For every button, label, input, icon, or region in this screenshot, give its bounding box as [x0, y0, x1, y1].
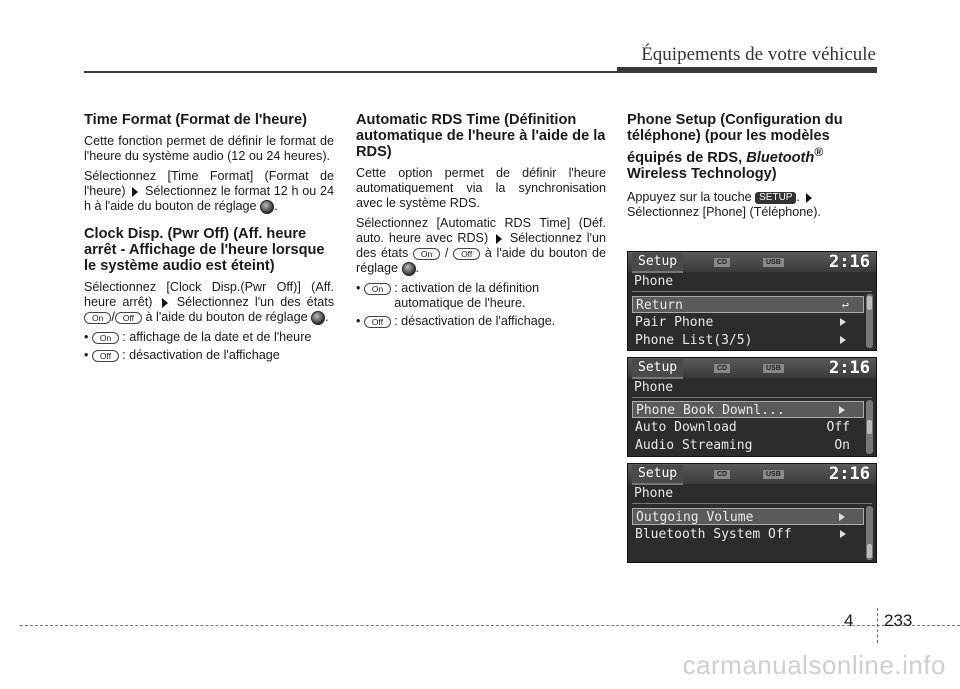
screen-divider [632, 397, 872, 398]
header-rule-accent [617, 67, 877, 73]
scrollbar-thumb [867, 544, 872, 558]
scrollbar-thumb [867, 296, 872, 310]
paragraph: Cette fonction permet de définir le format de l'heure du système audio (12 ou 24 heures). [84, 134, 334, 163]
screen-row-pair-phone [632, 314, 864, 331]
off-badge: Off [453, 248, 480, 260]
chevron-right-icon [840, 336, 846, 344]
text: Sélectionnez l'un des états [356, 231, 606, 260]
on-badge: On [92, 332, 119, 344]
text: Sélectionnez [Clock Disp.(Pwr Off)] (Aff. heure arrêt) [84, 280, 334, 309]
text: Bluetooth [746, 149, 815, 166]
watermark: carmanualsonline.info [682, 650, 946, 680]
section-title-clock-disp: Clock Disp. (Pwr Off) (Aff. heure arrêt - Affichage de l'heure lorsque le système audio est éteint) [84, 226, 325, 274]
chevron-right-icon [839, 513, 845, 521]
audio-screen-3 [627, 463, 877, 563]
page-header-title: Équipements de votre véhicule [641, 44, 876, 65]
arrow-right-icon [162, 298, 168, 308]
tune-knob-icon [311, 311, 325, 325]
footer-rule [20, 625, 960, 626]
text: : désactivation de l'affichage [122, 348, 280, 362]
row-label: Phone Book Downl... [636, 403, 785, 418]
text: Sélectionnez [Time Format] (Format de l'heure) [84, 169, 334, 198]
screen-setup-tab: Setup [632, 253, 683, 273]
on-badge: On [84, 312, 111, 324]
chevron-right-icon [840, 530, 846, 538]
on-badge: On [413, 248, 440, 260]
tune-knob-icon [260, 200, 274, 214]
screen-setup-tab: Setup [632, 359, 683, 379]
text: à l'aide du bouton de réglage [356, 246, 607, 275]
setup-key-badge: SETUP [755, 192, 796, 204]
arrow-right-icon [132, 187, 138, 197]
page-number: 233 [884, 611, 913, 630]
row-label: Phone List(3/5) [635, 333, 753, 348]
text: Sélectionnez [Phone] (Téléphone). [627, 204, 821, 219]
paragraph: Sélectionnez [Clock Disp.(Pwr Off)] (Aff. heure arrêt) Sélectionnez l'un des états On / Off à l'aide du bouton de réglage . [84, 280, 334, 324]
row-label: Outgoing Volume [636, 510, 754, 525]
paragraph: Cette option permet de définir l'heure automatiquement via la synchronisation avec le système RDS. [356, 166, 606, 210]
tune-knob-icon [402, 262, 416, 276]
screen-row-phone-list [632, 332, 864, 349]
screen-section-title: Phone [634, 274, 674, 289]
footer-divider [877, 608, 878, 643]
off-badge: Off [92, 350, 119, 362]
section-title-time-format: Time Format (Format de l'heure) [84, 112, 307, 128]
section-title-rds-time: Automatic RDS Time (Définition automatique de l'heure à l'aide de la RDS) [356, 112, 606, 160]
usb-icon: USB [763, 470, 784, 479]
registered-mark: ® [814, 145, 824, 159]
audio-screen-2 [627, 357, 877, 457]
text: Wireless Technology) [627, 165, 777, 182]
column-2 [356, 112, 606, 332]
audio-screen-1 [627, 251, 877, 351]
list-item [356, 281, 606, 311]
section-title-phone-setup [627, 112, 877, 182]
screen-clock: 2:16 [829, 358, 870, 378]
screen-row-return [632, 296, 864, 313]
bullet: • On [84, 330, 119, 345]
usb-icon: USB [763, 364, 784, 373]
paragraph: Appuyez sur la touche SETUP . Sélectionnez [Phone] (Téléphone). [627, 189, 821, 219]
cd-icon: CD [714, 258, 730, 267]
list-item [84, 330, 334, 345]
screen-clock: 2:16 [829, 464, 870, 484]
row-label: Return [636, 298, 683, 313]
text: Phone Setup (Configuration du téléphone) (pour les modèles équipés de RDS, [627, 112, 843, 166]
row-label: Audio Streaming [635, 438, 753, 453]
screen-section-title: Phone [634, 486, 674, 501]
screen-divider [632, 291, 872, 292]
text: à l'aide du bouton de réglage [145, 310, 308, 324]
chevron-right-icon [840, 318, 846, 326]
screen-row-auto-download [632, 419, 864, 436]
row-label: Auto Download [635, 420, 737, 435]
text: : désactivation de l'affichage. [394, 314, 556, 328]
usb-icon: USB [763, 258, 784, 267]
chevron-right-icon [839, 406, 845, 414]
row-label: Pair Phone [635, 315, 714, 330]
paragraph: Sélectionnez [Automatic RDS Time] (Déf. auto. heure avec RDS) Sélectionnez l'un des états On / Off à l'aide du bouton de réglage . [356, 216, 607, 275]
paragraph: Sélectionnez [Time Format] (Format de l'heure) Sélectionnez le format 12 h ou 24 h à l'aide du bouton de réglage . [84, 169, 334, 213]
list-item [356, 314, 606, 329]
arrow-right-icon [496, 234, 502, 244]
row-label: Bluetooth System Off [635, 527, 792, 542]
text: Sélectionnez l'un des états [176, 295, 334, 309]
screen-row-bluetooth-system-off [632, 526, 864, 543]
screen-divider [632, 503, 872, 504]
screen-section-title: Phone [634, 380, 674, 395]
scrollbar [866, 400, 873, 454]
scrollbar [866, 294, 873, 348]
off-badge: Off [364, 316, 391, 328]
bullet: • Off [84, 348, 119, 363]
on-badge: On [364, 283, 391, 295]
row-value: On [834, 438, 850, 453]
arrow-right-icon [806, 193, 812, 203]
bullet: • Off [356, 314, 391, 329]
text: : affichage de la date et de l'heure [122, 330, 312, 344]
cd-icon: CD [714, 364, 730, 373]
list-item [84, 348, 334, 363]
return-icon: ↩ [841, 298, 849, 312]
chapter-number: 4 [844, 611, 854, 630]
text: Sélectionnez [Automatic RDS Time] (Déf. auto. heure avec RDS) [356, 216, 606, 245]
column-3 [627, 112, 877, 225]
screen-setup-tab: Setup [632, 465, 683, 485]
row-value: Off [826, 420, 850, 435]
text: Appuyez sur la touche [627, 189, 752, 204]
scrollbar [866, 506, 873, 560]
cd-icon: CD [714, 470, 730, 479]
screen-row-audio-streaming [632, 437, 864, 454]
screen-clock: 2:16 [829, 252, 870, 272]
bullet: • On [356, 281, 391, 311]
scrollbar-thumb [867, 420, 872, 434]
off-badge: Off [115, 312, 142, 324]
screen-row-phone-book-download [632, 401, 864, 418]
column-1 [84, 112, 334, 366]
text: Sélectionnez le format 12 h ou 24 h à l'aide du bouton de réglage [84, 184, 334, 213]
text: : activation de la définition automatique de l'heure. [394, 281, 540, 310]
screen-row-outgoing-volume [632, 508, 864, 525]
